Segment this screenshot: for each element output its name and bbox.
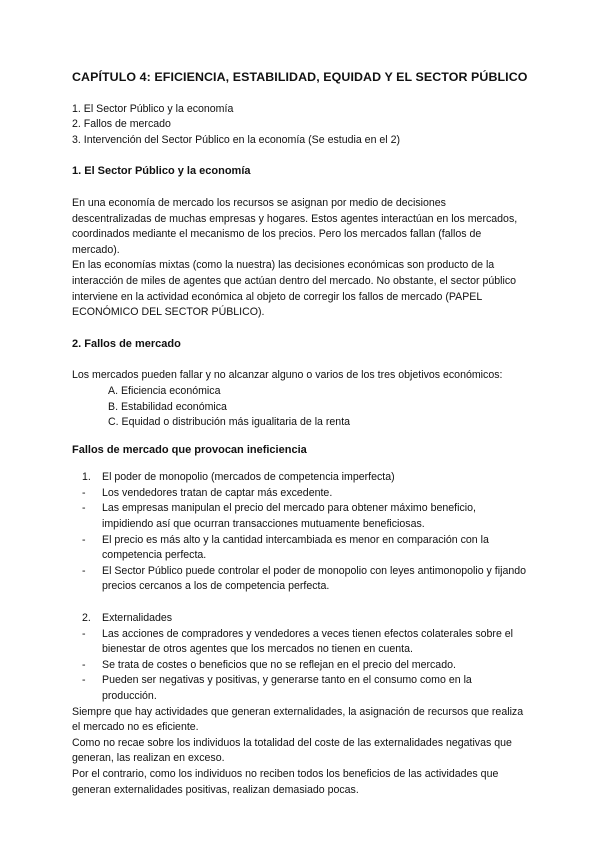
bullet-item: - Las empresas manipulan el precio del mercado para obtener máximo beneficio, impidiendo así que ocurran transacciones mutuamente beneficiosas. (72, 501, 528, 532)
bullet-item: - El precio es más alto y la cantidad intercambiada es menor en comparación con la competencia perfecta. (72, 533, 528, 564)
dash-marker: - (82, 502, 86, 515)
dash-marker: - (82, 533, 86, 546)
numbered-list (72, 470, 528, 704)
subsection-heading: Fallos de mercado que provocan ineficiencia (72, 443, 307, 456)
list-item-label: El poder de monopolio (mercados de competencia imperfecta) (102, 471, 395, 484)
dash-marker: - (82, 627, 86, 640)
section-heading: 2. Fallos de mercado (72, 337, 181, 350)
bullet-item: - Las acciones de compradores y vendedores a veces tienen efectos colaterales sobre el bienestar de otros agentes que los mercados no tienen en cuenta. (72, 627, 528, 658)
list-item: B. Estabilidad económica (108, 400, 227, 413)
chapter-title: CAPÍTULO 4: EFICIENCIA, ESTABILIDAD, EQUIDAD Y EL SECTOR PÚBLICO (72, 70, 528, 84)
bullet-item: - Se trata de costes o beneficios que no se reflejan en el precio del mercado. (72, 658, 528, 674)
table-of-contents (72, 102, 528, 149)
list-item (72, 470, 528, 486)
bullet-item: - Pueden ser negativas y positivas, y generarse tanto en el consumo como en la producción. (72, 673, 528, 704)
paragraph: Siempre que hay actividades que generan externalidades, la asignación de recursos que realiza el mercado no es eficiente. (72, 705, 524, 734)
list-item (72, 611, 528, 627)
paragraph: Los mercados pueden fallar y no alcanzar alguno o varios de los tres objetivos económicos: (72, 369, 503, 382)
bullet-item: - Los vendedores tratan de captar más excedente. (72, 486, 528, 502)
list-item: A. Eficiencia económica (108, 384, 221, 397)
document-page (72, 70, 528, 798)
paragraph: En una economía de mercado los recursos se asignan por medio de decisiones descentralizadas de muchas empresas y hogares. Estos agentes interactúan en los mercados, coordinados mediante el mecanismo de los precios. Pero los mercados fallan (fallos de mercado). (72, 196, 518, 256)
bullet-item: - El Sector Público puede controlar el poder de monopolio con leyes antimonopolio y fijando precios cercanos a los de competencia perfecta. (72, 564, 528, 595)
list-marker: 1. (82, 471, 91, 484)
list-marker: 2. (82, 612, 91, 625)
section-heading: 1. El Sector Público y la economía (72, 165, 251, 178)
objectives-list (108, 384, 528, 431)
paragraph: En las economías mixtas (como la nuestra) las decisiones económicas son producto de la interacción de miles de agentes que actúan dentro del mercado. No obstante, el sector público interviene en la actividad económica al objeto de corregir los fallos de mercado (PAPEL ECONÓMICO DEL SECTOR PÚBLICO). (72, 259, 517, 319)
dash-marker: - (82, 674, 86, 687)
paragraph: Por el contrario, como los individuos no reciben todos los beneficios de las actividades que generan externalidades positivas, realizan demasiado pocas. (72, 767, 499, 796)
toc-item: 2. Fallos de mercado (72, 118, 171, 131)
dash-marker: - (82, 486, 86, 499)
paragraph: Como no recae sobre los individuos la totalidad del coste de las externalidades negativas que generan, las realizan en exceso. (72, 736, 512, 765)
list-item: C. Equidad o distribución más igualitaria de la renta (108, 416, 351, 429)
toc-item: 3. Intervención del Sector Público en la economía (Se estudia en el 2) (72, 133, 401, 146)
dash-marker: - (82, 658, 86, 671)
toc-item: 1. El Sector Público y la economía (72, 102, 234, 115)
list-item-label: Externalidades (102, 612, 173, 625)
dash-marker: - (82, 564, 86, 577)
